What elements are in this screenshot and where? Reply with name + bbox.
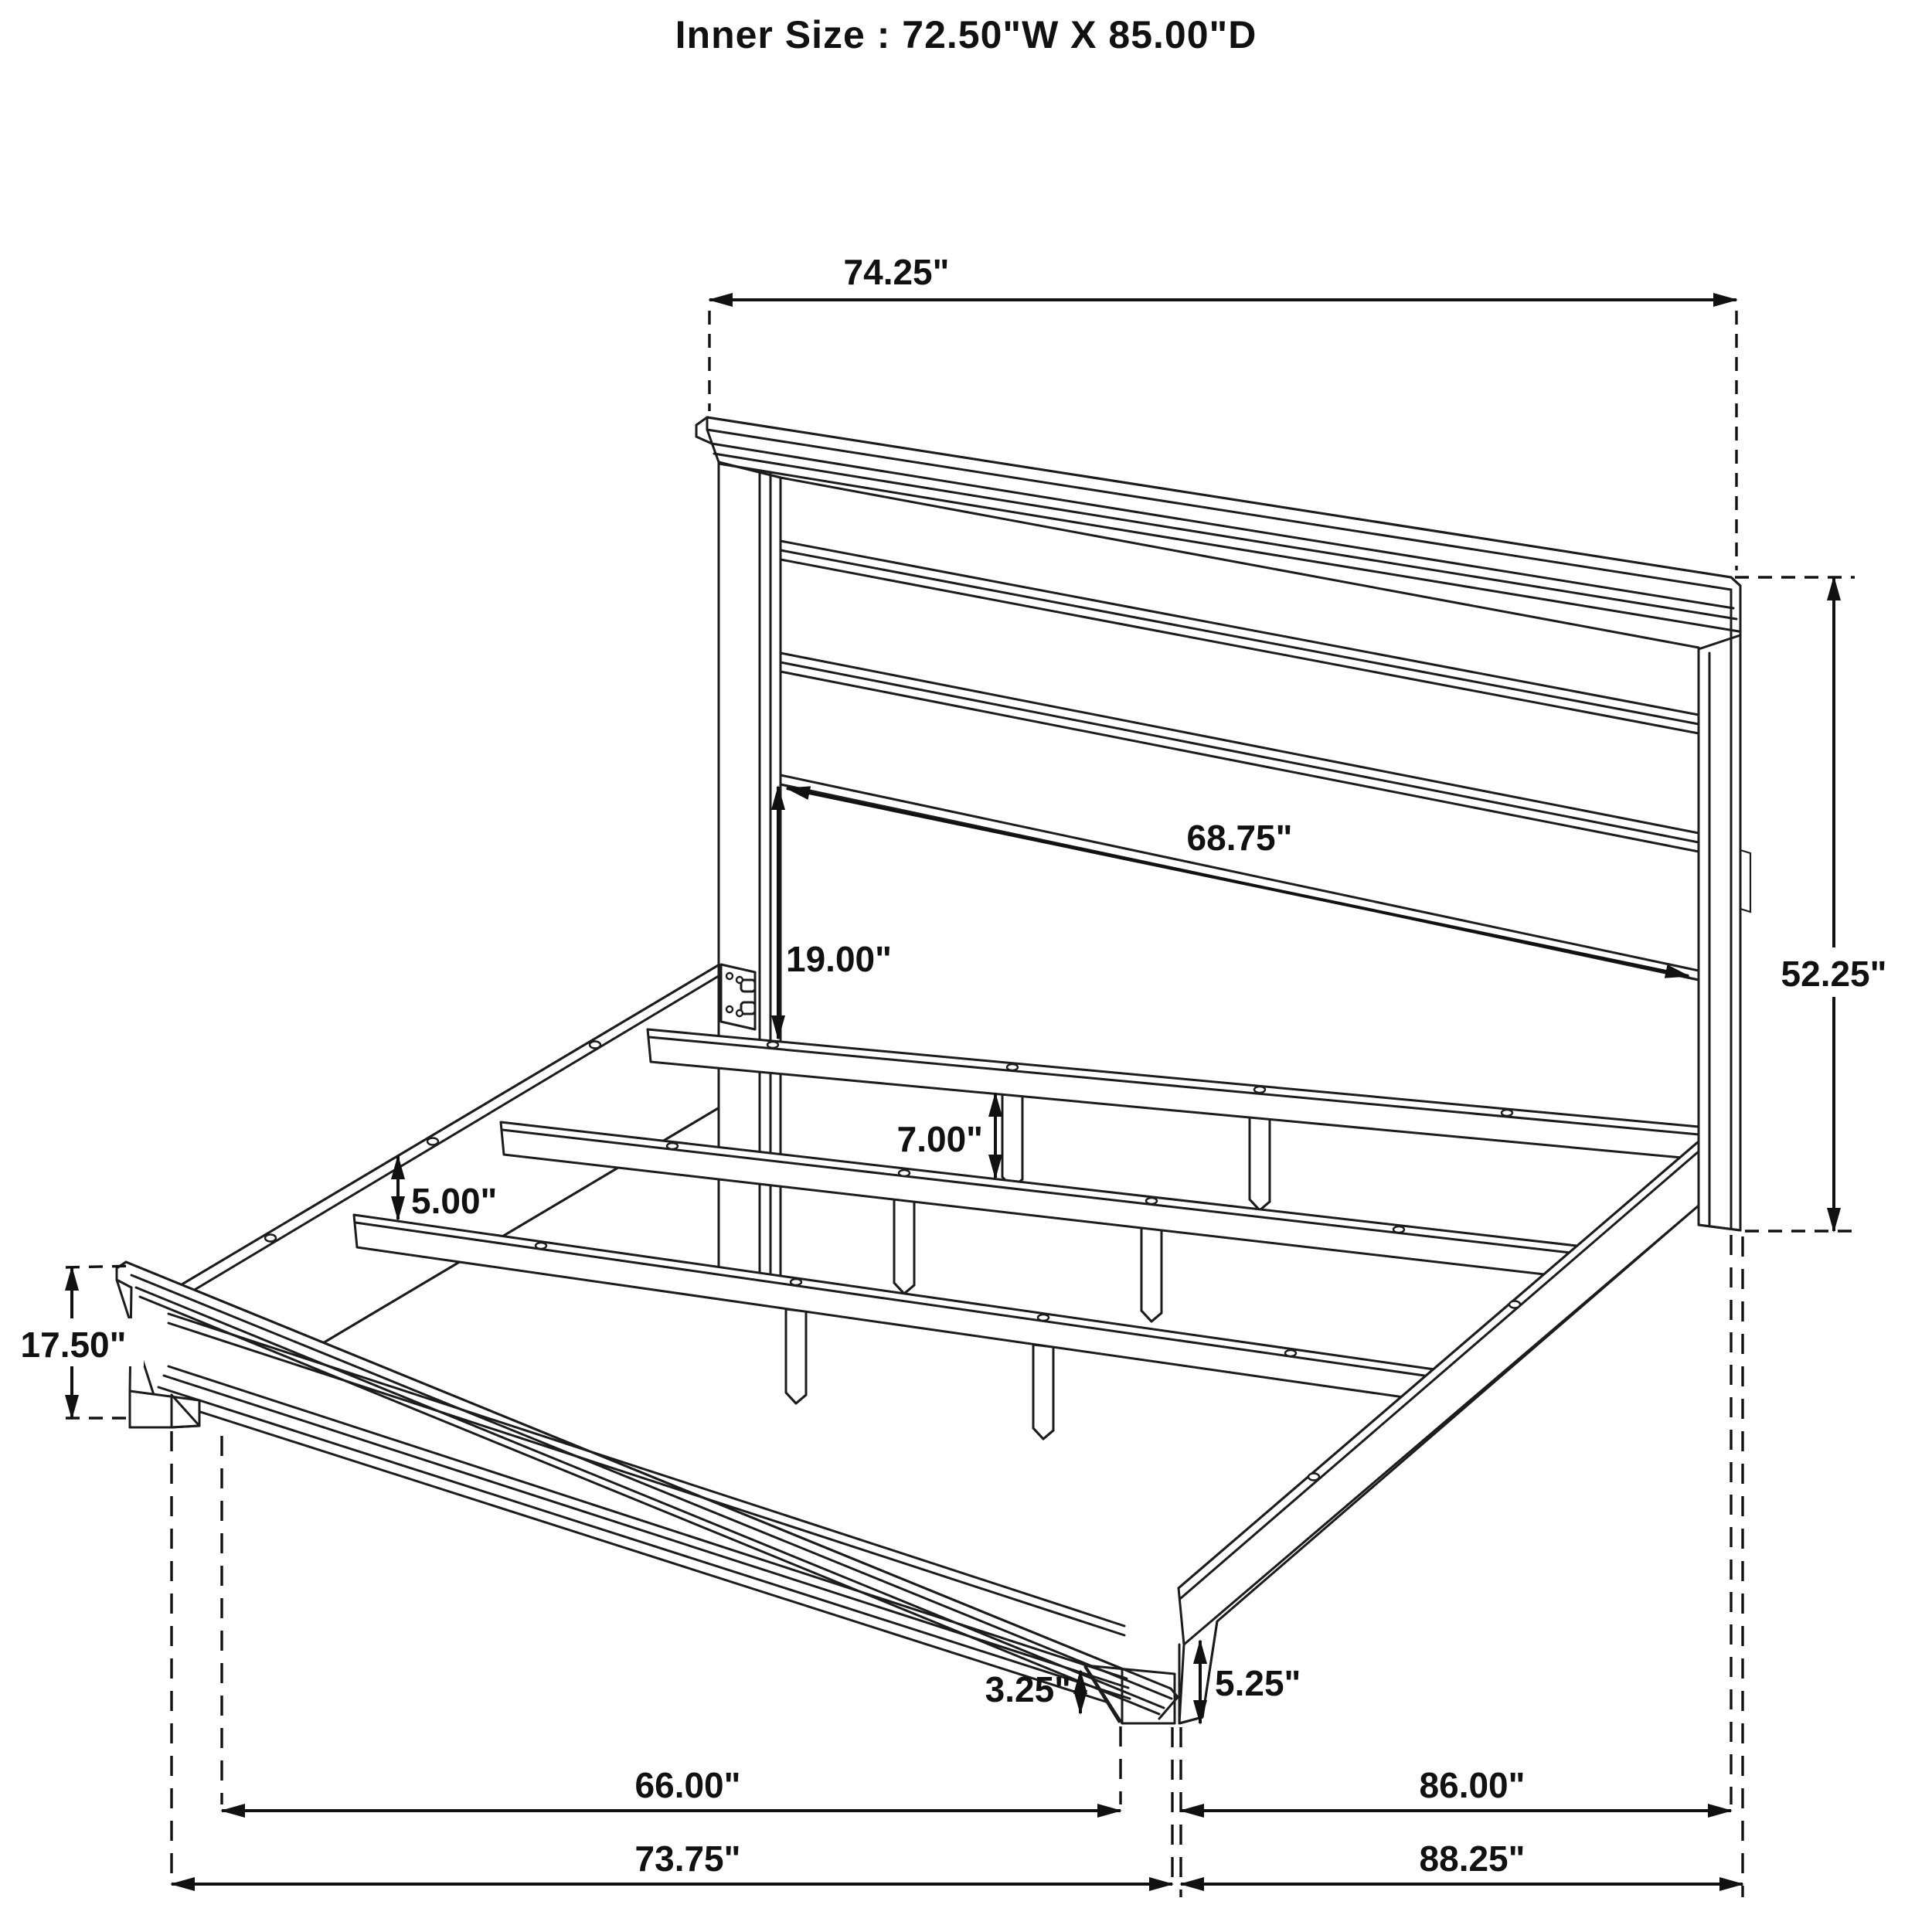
dim-rail-leg-height: [1200, 1641, 1301, 1723]
dim-label: 52.25": [1781, 954, 1887, 994]
dim-label: 17.50": [20, 1325, 127, 1365]
slat: [648, 1029, 1699, 1159]
dim-footboard-width: [172, 1838, 1172, 1884]
dim-headboard-height: [1735, 577, 1907, 1231]
dim-label: 19.00": [786, 939, 892, 979]
dim-label: 73.75": [634, 1838, 741, 1879]
dim-label: 5.25": [1215, 1663, 1301, 1703]
rail-hook-tab: [1740, 850, 1750, 912]
dim-label: 88.25": [1419, 1838, 1526, 1879]
dim-label: 7.00": [896, 1119, 983, 1159]
support-leg: [1033, 1345, 1053, 1439]
dim-label: 68.75": [1186, 818, 1293, 858]
dim-label: 86.00": [1419, 1765, 1526, 1805]
dim-slat-support-height: [897, 1094, 995, 1178]
screw-hole: [427, 1138, 438, 1145]
dim-label: 74.25": [843, 252, 950, 292]
dim-overall-depth: [1181, 1838, 1743, 1884]
screw-hole: [590, 1042, 600, 1049]
screw-hole: [265, 1235, 276, 1242]
dim-label: 3.25": [985, 1669, 1071, 1709]
support-leg: [1250, 1116, 1270, 1210]
support-leg: [1141, 1227, 1162, 1321]
dim-footboard-leg-height: [985, 1669, 1080, 1713]
dim-footboard-inner-width: [222, 1765, 1121, 1811]
page-title: Inner Size : 72.50"W X 85.00"D: [675, 13, 1257, 56]
support-leg: [894, 1199, 914, 1294]
support-leg: [1002, 1094, 1022, 1188]
dim-headboard-clearance: [778, 787, 892, 1039]
support-leg: [786, 1309, 806, 1403]
support-legs: [786, 1094, 1270, 1439]
headboard-right-leg: [1699, 635, 1740, 1230]
slat: [501, 1122, 1578, 1278]
dim-label: 5.00": [411, 1181, 498, 1221]
dim-label: 66.00": [634, 1765, 741, 1805]
dim-rail-length: [1181, 1765, 1731, 1811]
